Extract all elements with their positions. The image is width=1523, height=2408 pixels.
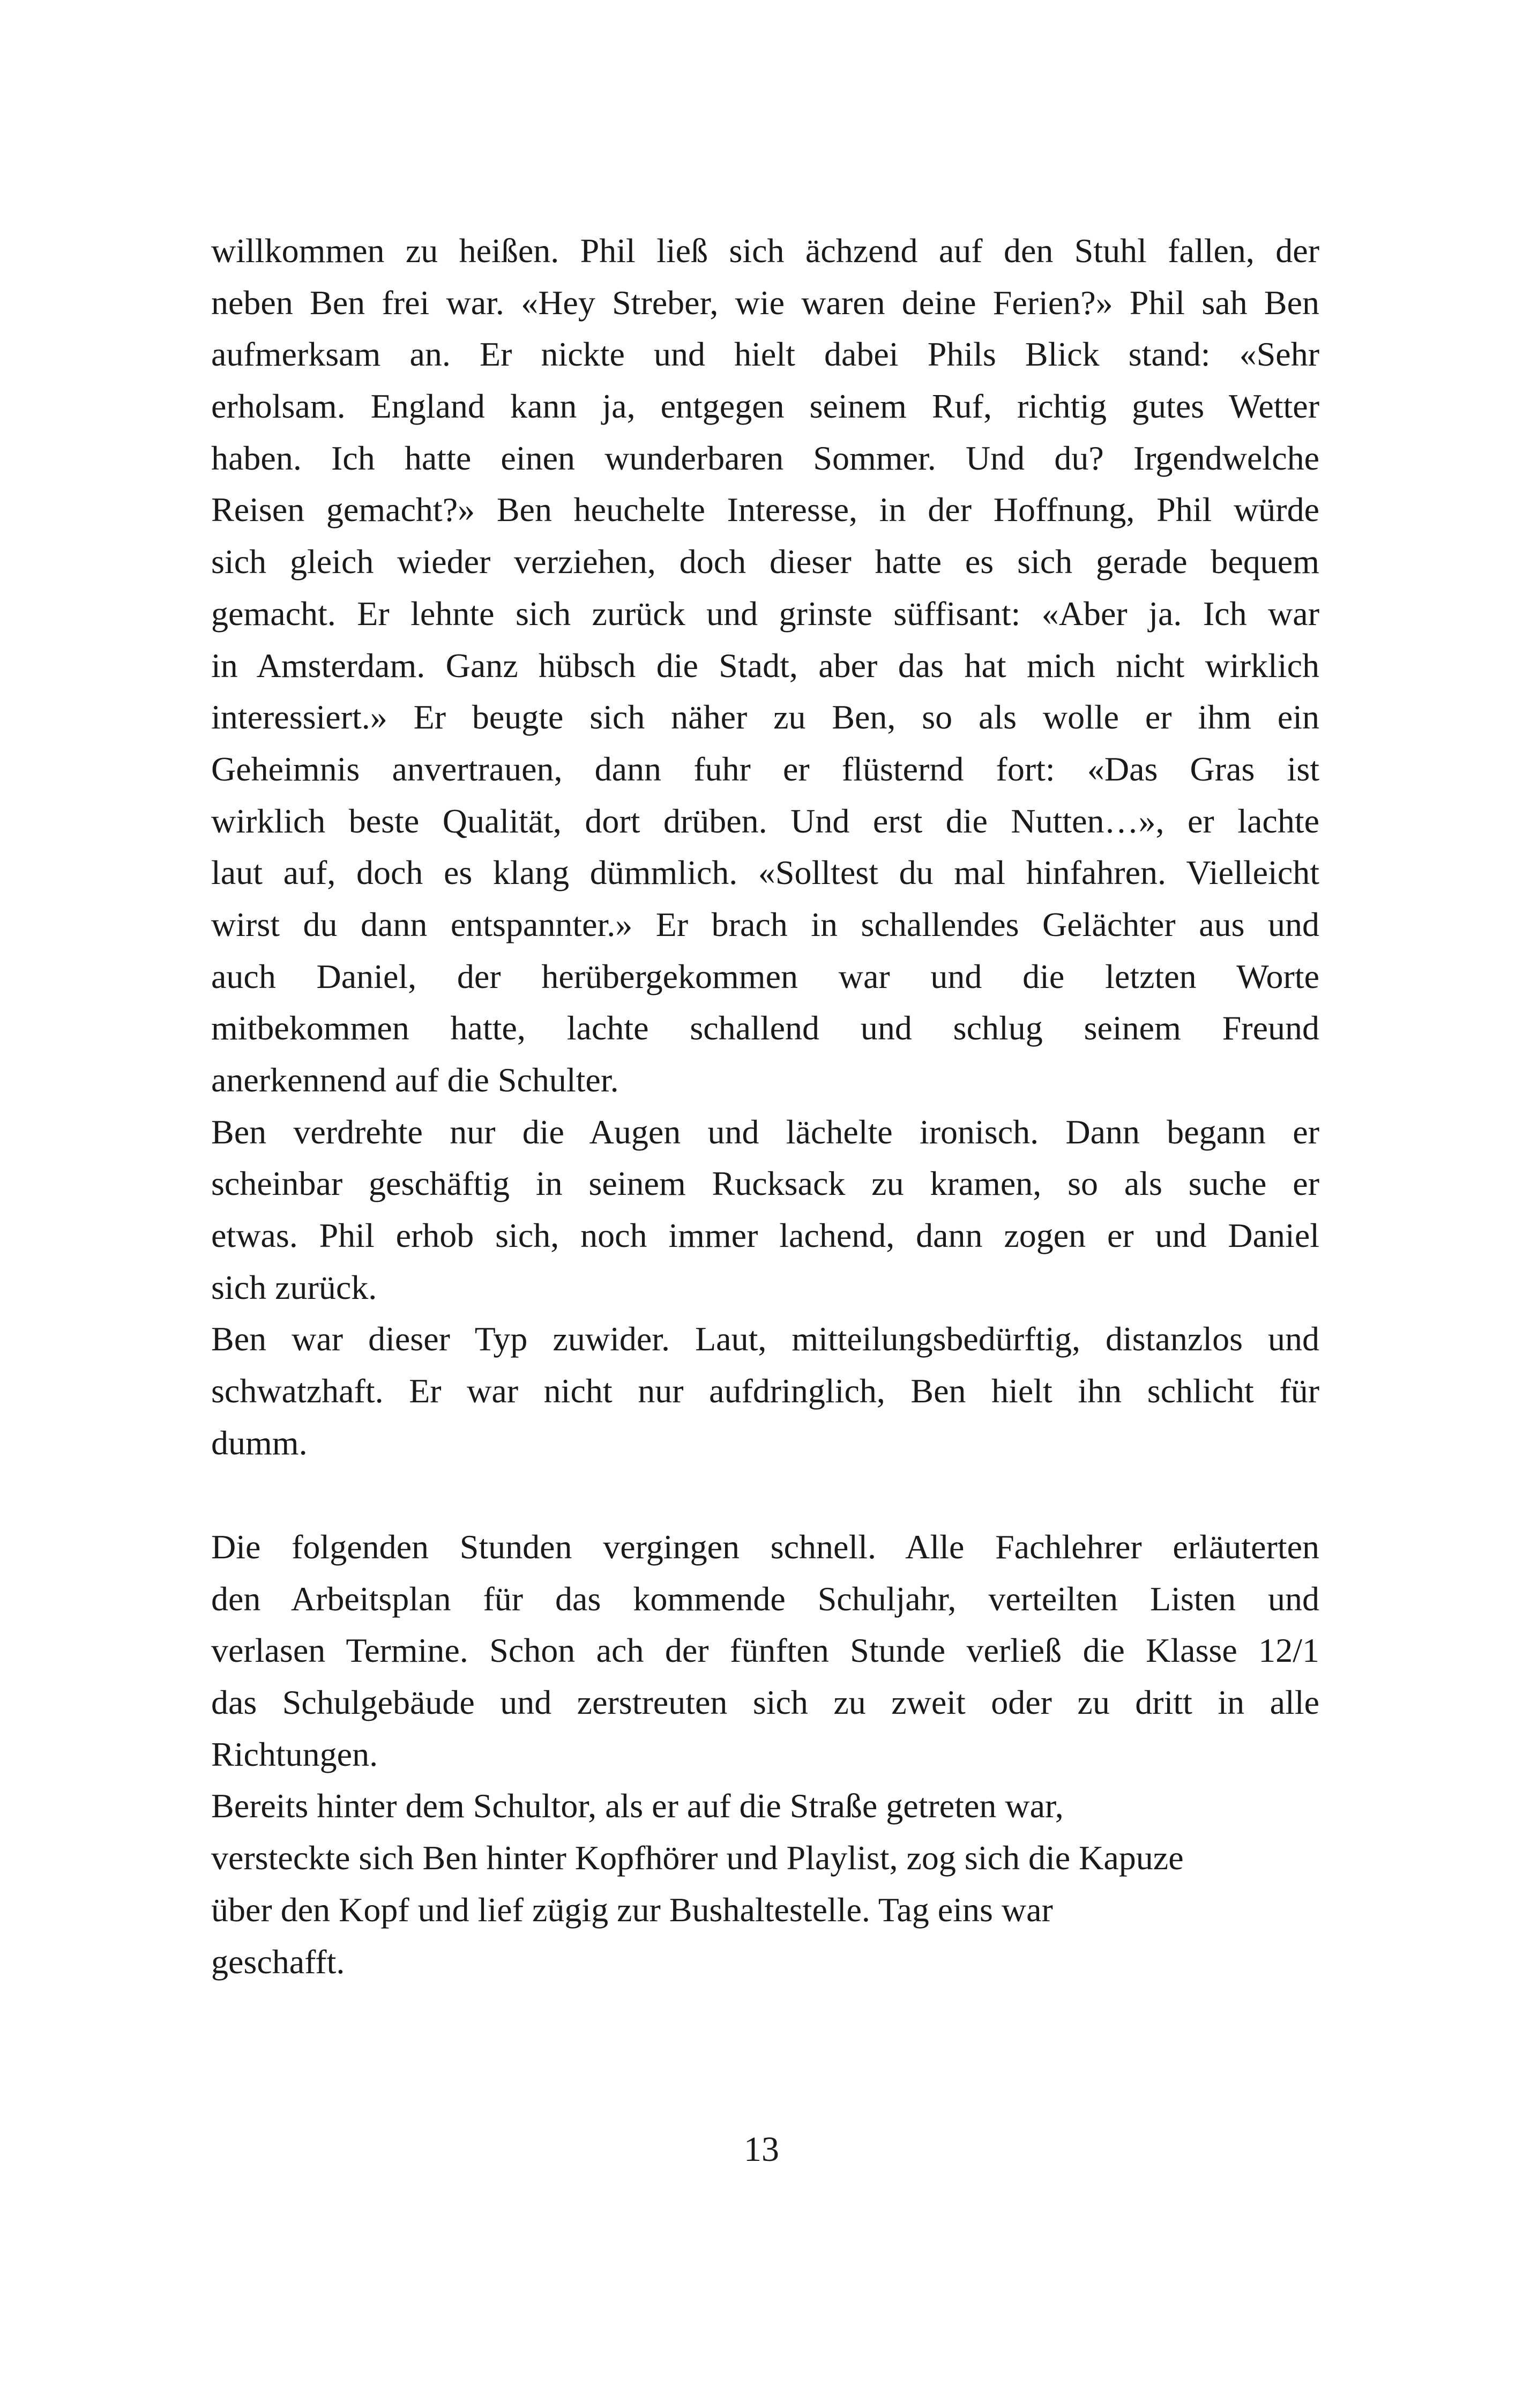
text-line: das Schulgebäude und zerstreuten sich zu zweit oder zu dritt in alle	[211, 1683, 1319, 1722]
text-line: Reisen gemacht?» Ben heuchelte Interesse, in der Hoffnung, Phil würde	[211, 490, 1319, 529]
text-line: wirst du dann entspannter.» Er brach in schallendes Gelächter aus und	[211, 905, 1319, 943]
text-line: versteckte sich Ben hinter Kopfhörer und Playlist, zog sich die Kapuze	[211, 1839, 1184, 1877]
paragraph	[211, 1313, 1319, 1469]
text-line: den Arbeitsplan für das kommende Schuljahr, verteilten Listen und	[211, 1579, 1319, 1618]
page-number: 13	[744, 2130, 779, 2169]
text-line: geschafft.	[211, 1942, 345, 1981]
text-line: auch Daniel, der herübergekommen war und die letzten Worte	[211, 957, 1319, 995]
text-line: anerkennend auf die Schulter.	[211, 1061, 619, 1099]
text-line: willkommen zu heißen. Phil ließ sich ächzend auf den Stuhl fallen, der	[211, 232, 1319, 270]
text-line: Geheimnis anvertrauen, dann fuhr er flüsternd fort: «Das Gras ist	[211, 749, 1319, 788]
text-line: in Amsterdam. Ganz hübsch die Stadt, aber das hat mich nicht wirklich	[211, 646, 1319, 685]
text-line: verlasen Termine. Schon ach der fünften Stunde verließ die Klasse 12/1	[211, 1631, 1319, 1670]
paragraph	[211, 1780, 1319, 1988]
text-block-upper	[211, 225, 1319, 1469]
text-line: laut auf, doch es klang dümmlich. «Solltest du mal hinfahren. Vielleicht	[211, 853, 1319, 892]
text-line: dumm.	[211, 1423, 308, 1462]
text-line: Bereits hinter dem Schultor, als er auf die Straße getreten war,	[211, 1787, 1064, 1825]
text-line: erholsam. England kann ja, entgegen seinem Ruf, richtig gutes Wetter	[211, 387, 1319, 426]
text-line: interessiert.» Er beugte sich näher zu Ben, so als wolle er ihm ein	[211, 698, 1319, 737]
text-line: Richtungen.	[211, 1735, 378, 1773]
text-line: Ben verdrehte nur die Augen und lächelte ironisch. Dann begann er	[211, 1112, 1319, 1151]
paragraph	[211, 1521, 1319, 1780]
text-line: Ben war dieser Typ zuwider. Laut, mitteilungsbedürftig, distanzlos und	[211, 1320, 1319, 1358]
text-block-lower	[211, 1521, 1319, 1988]
text-line: wirklich beste Qualität, dort drüben. Und erst die Nutten…», er lachte	[211, 801, 1319, 840]
text-line: scheinbar geschäftig in seinem Rucksack zu kramen, so als suche er	[211, 1164, 1319, 1203]
text-line: sich gleich wieder verziehen, doch dieser hatte es sich gerade bequem	[211, 542, 1319, 581]
text-line: aufmerksam an. Er nickte und hielt dabei Phils Blick stand: «Sehr	[211, 335, 1319, 374]
text-line: haben. Ich hatte einen wunderbaren Sommer. Und du? Irgendwelche	[211, 439, 1319, 477]
text-line: schwatzhaft. Er war nicht nur aufdringlich, Ben hielt ihn schlicht für	[211, 1372, 1319, 1410]
text-line: gemacht. Er lehnte sich zurück und grinste süffisant: «Aber ja. Ich war	[211, 594, 1319, 633]
text-line: mitbekommen hatte, lachte schallend und schlug seinem Freund	[211, 1009, 1319, 1047]
text-line: etwas. Phil erhob sich, noch immer lachend, dann zogen er und Daniel	[211, 1216, 1319, 1255]
text-line: über den Kopf und lief zügig zur Bushaltestelle. Tag eins war	[211, 1890, 1053, 1929]
paragraph	[211, 1106, 1319, 1314]
text-line: neben Ben frei war. «Hey Streber, wie waren deine Ferien?» Phil sah Ben	[211, 283, 1319, 322]
text-line: sich zurück.	[211, 1268, 377, 1306]
paragraph	[211, 225, 1319, 1106]
text-line: Die folgenden Stunden vergingen schnell. Alle Fachlehrer erläuterten	[211, 1528, 1319, 1566]
